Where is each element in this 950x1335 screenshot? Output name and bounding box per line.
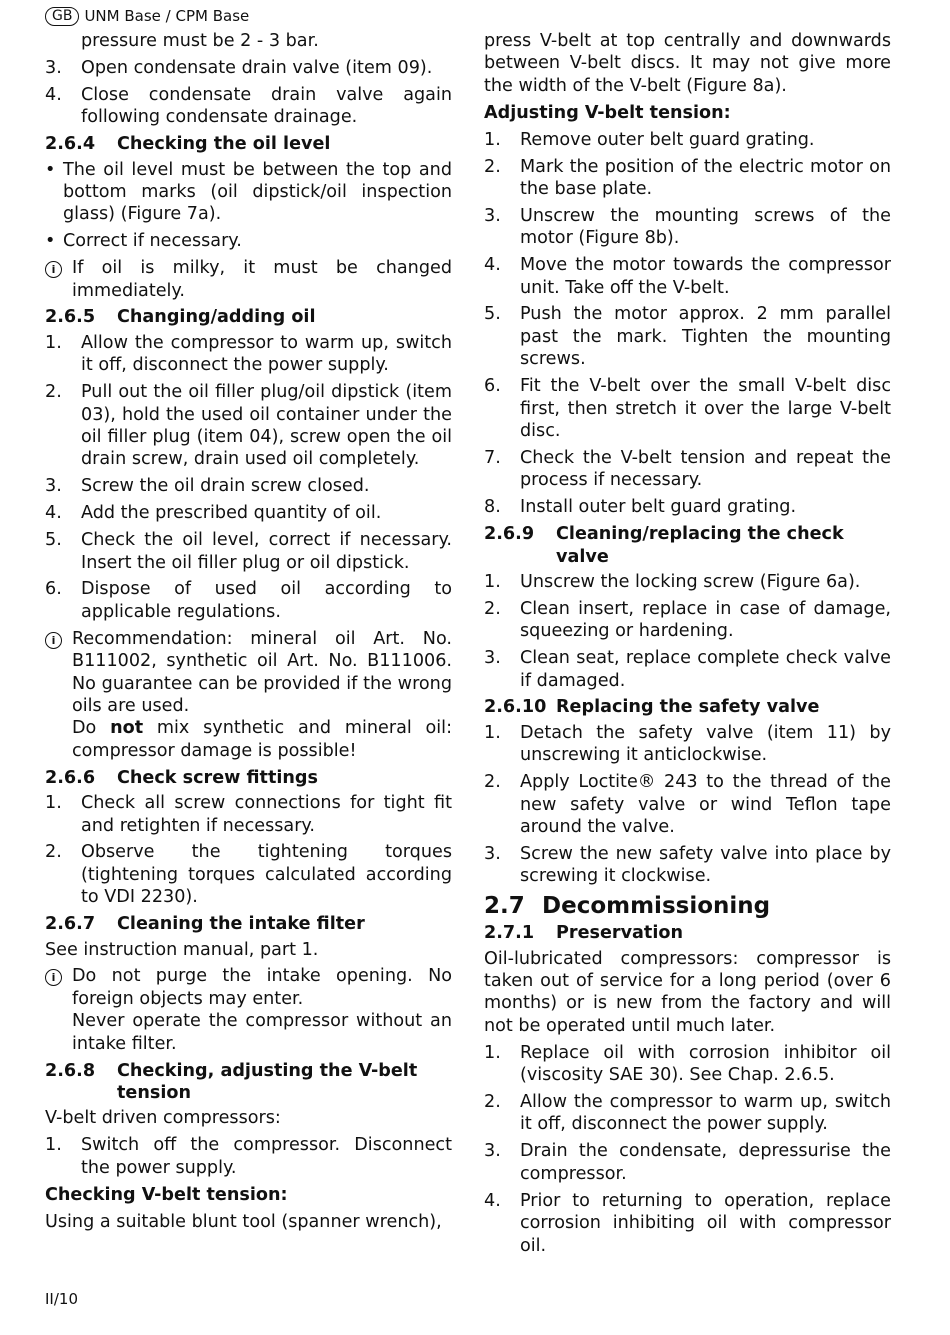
vbelt-steps [45,1134,452,1179]
item-text: Dispose of used oil according to applicable regulations. [81,579,452,622]
item-marker: 3. [484,205,501,226]
oil-level-bullets [45,159,452,253]
item-text: Apply Loctite® 243 to the thread of the new safety valve or wind Teflon tape around the valve. [520,772,891,837]
item-text: Pull out the oil filler plug/oil dipstick (item 03), hold the used oil container under the oil filler plug (item 04), screw open the oil drain screw, drain used oil completely. [81,382,452,470]
item-marker: 2. [484,1092,501,1113]
item-text: Detach the safety valve (item 11) by unscrewing it anticlockwise. [520,722,891,766]
list-item [484,205,891,250]
item-marker: 3. [484,648,501,669]
list-item [45,841,452,908]
info-text: Recommendation: mineral oil Art. No. B111002, synthetic oil Art. No. B111006. No guarantee can be provided if the wrong oils are used. [72,628,452,716]
item-text: Allow the compressor to warm up, switch it off, disconnect the power supply. [520,1092,891,1135]
item-text: Install outer belt guard grating. [520,497,797,518]
list-item [484,1140,891,1185]
item-text: Allow the compressor to warm up, switch it off, disconnect the power supply. [81,332,452,376]
info-note [45,965,452,1055]
item-text: Replace oil with corrosion inhibitor oil (viscosity SAE 30). See Chap. 2.6.5. [520,1042,891,1086]
info-text: Do not purge the intake opening. No foreign objects may enter. [72,966,452,1009]
list-item [484,843,891,888]
item-marker: 1. [45,1135,62,1156]
item-marker: 4. [45,503,62,524]
item-marker: 2. [45,842,62,863]
list-item [484,129,891,151]
section-heading-2-7 [484,892,891,920]
list-item [45,529,452,574]
adjust-vbelt-steps [484,129,891,519]
bullet-item [45,159,452,226]
item-text: Move the motor towards the compressor unit. Take off the V-belt. [520,255,891,298]
list-item [484,571,891,593]
section-number: 2.7.1 [484,923,535,944]
section-title: Check screw fittings [117,767,318,788]
item-marker: 5. [484,304,501,325]
item-marker: 3. [484,843,501,864]
item-text: Add the prescribed quantity of oil. [81,503,382,524]
list-item [484,496,891,518]
list-item [45,792,452,837]
paragraph: Oil-lubricated compressors: compressor is taken out of service for a long period (over 6 months) or is new from the factory and will not be operated until much later. [484,948,891,1036]
info-text: Never operate the compressor without an intake filter. [72,1011,452,1054]
section-number: 2.6.8 [45,1060,96,1081]
item-marker: 6. [45,579,62,600]
list-item [484,1190,891,1257]
section-heading-2-6-10 [484,696,891,718]
item-marker: 1. [484,1042,501,1063]
item-marker: • [45,231,56,252]
bold-subheading: Adjusting V-belt tension: [484,102,731,123]
item-text: Push the motor approx. 2 mm parallel past the mark. Tighten the mounting screws. [520,304,891,370]
item-marker: 2. [484,156,501,177]
preservation-steps [484,1042,891,1257]
section-title: Checking, adjusting the V-belt tension [117,1060,418,1103]
drain-steps [45,57,452,129]
item-text: Screw the oil drain screw closed. [81,476,370,497]
bullet-item [45,230,452,252]
section-heading-2-6-9 [484,523,891,568]
item-marker: 4. [484,1190,501,1211]
paragraph: Using a suitable blunt tool (spanner wrench), [45,1211,442,1232]
item-marker: 1. [484,571,501,592]
item-text: Prior to returning to operation, replace corrosion inhibiting oil with compressor oil. [520,1190,891,1256]
list-item [45,332,452,377]
header-title: UNM Base / CPM Base [84,7,250,25]
item-marker: 6. [484,376,501,397]
section-heading-2-6-6 [45,767,452,789]
item-text: Unscrew the mounting screws of the motor (Figure 8b). [520,205,891,249]
section-number: 2.6.9 [484,524,535,545]
list-item [45,381,452,471]
item-text: Check the oil level, correct if necessary. Insert the oil filler plug or oil dipstick. [81,530,452,573]
info-note [45,628,452,762]
oil-change-steps [45,332,452,623]
bold-subheading: Checking V-belt tension: [45,1184,288,1205]
section-heading-2-6-7 [45,913,452,935]
item-marker: 3. [484,1141,501,1162]
section-number: 2.6.6 [45,767,96,788]
item-text: Screw the new safety valve into place by screwing it clockwise. [520,843,891,887]
item-marker: 7. [484,447,501,468]
list-item [484,447,891,492]
continuation-text: pressure must be 2 - 3 bar. [81,31,319,51]
item-marker: 2. [484,772,501,793]
list-item [484,771,891,838]
item-marker: 1. [484,722,501,743]
list-item [45,502,452,524]
item-marker: 2. [45,382,62,403]
section-title: Replacing the safety valve [556,697,820,718]
item-marker: 1. [45,332,62,353]
list-item [45,475,452,497]
section-number: 2.7 [484,893,525,920]
item-marker: 8. [484,497,501,518]
item-text: Clean insert, replace in case of damage, squeezing or hardening. [520,598,891,642]
item-marker: • [45,159,56,180]
language-badge: GB [45,7,79,26]
list-item [484,647,891,692]
list-item [45,1134,452,1179]
check-valve-steps [484,571,891,692]
list-item [45,57,452,79]
list-item [484,598,891,643]
list-item [484,375,891,442]
item-text: Drain the condensate, depressurise the compressor. [520,1141,891,1184]
paragraph: press V-belt at top centrally and downwards between V-belt discs. It may not give more the width of the V-belt (Figure 8a). [484,31,891,96]
section-number: 2.6.10 [484,697,547,718]
info-text-warning: Do not mix synthetic and mineral oil: compressor damage is possible! [72,718,452,761]
section-heading-2-6-4 [45,133,452,155]
item-text: Observe the tightening torques (tightening torques calculated according to VDI 2230). [81,842,452,908]
list-item [484,1091,891,1136]
list-item [484,156,891,201]
item-text: Check the V-belt tension and repeat the process if necessary. [520,447,891,491]
item-marker: 4. [45,84,62,105]
section-title: Decommissioning [542,893,771,920]
item-text: Switch off the compressor. Disconnect the power supply. [81,1135,452,1178]
section-heading-2-7-1 [484,922,891,944]
item-marker: 3. [45,57,62,78]
paragraph: V-belt driven compressors: [45,1108,281,1129]
item-text: Unscrew the locking screw (Figure 6a). [520,571,861,592]
item-marker: 1. [45,793,62,814]
section-title: Checking the oil level [117,134,331,155]
left-column [45,30,452,1237]
item-text: Fit the V-belt over the small V-belt disc first, then stretch it over the large V-belt disc. [520,376,891,441]
item-text: Check all screw connections for tight fit and retighten if necessary. [81,793,452,836]
item-text: Clean seat, replace complete check valve if damaged. [520,648,891,691]
section-number: 2.6.7 [45,914,96,935]
section-title: Changing/adding oil [117,307,316,328]
info-icon: i [45,261,62,278]
page-header [45,6,249,26]
section-heading-2-6-5 [45,306,452,328]
right-column [484,30,891,1261]
safety-valve-steps [484,722,891,888]
item-text: Open condensate drain valve (item 09). [81,57,433,78]
list-item [484,722,891,767]
list-item [484,1042,891,1087]
list-item [484,254,891,299]
info-note [45,257,452,302]
item-text: The oil level must be between the top and bottom marks (oil dipstick/oil inspection glass) (Figure 7a). [63,159,452,225]
item-marker: 4. [484,255,501,276]
item-text: Mark the position of the electric motor on the base plate. [520,156,891,199]
section-number: 2.6.4 [45,134,96,155]
info-icon: i [45,632,62,649]
item-text: Correct if necessary. [63,231,242,252]
section-heading-2-6-8 [45,1060,452,1105]
item-marker: 2. [484,598,501,619]
item-marker: 5. [45,530,62,551]
section-number: 2.6.5 [45,307,96,328]
info-text: If oil is milky, it must be changed immediately. [72,258,452,301]
section-title: Cleaning the intake filter [117,914,365,935]
info-icon: i [45,969,62,986]
item-text: Remove outer belt guard grating. [520,129,815,150]
list-item [484,303,891,370]
list-item [45,578,452,623]
item-marker: 1. [484,129,501,150]
paragraph: See instruction manual, part 1. [45,939,319,960]
page-number: II/10 [45,1290,78,1308]
list-item [45,84,452,129]
item-text: Close condensate drain valve again following condensate drainage. [81,84,452,128]
section-title: Preservation [556,923,683,944]
item-marker: 3. [45,476,62,497]
screw-fitting-steps [45,792,452,909]
section-title: Cleaning/replacing the check valve [556,524,844,567]
